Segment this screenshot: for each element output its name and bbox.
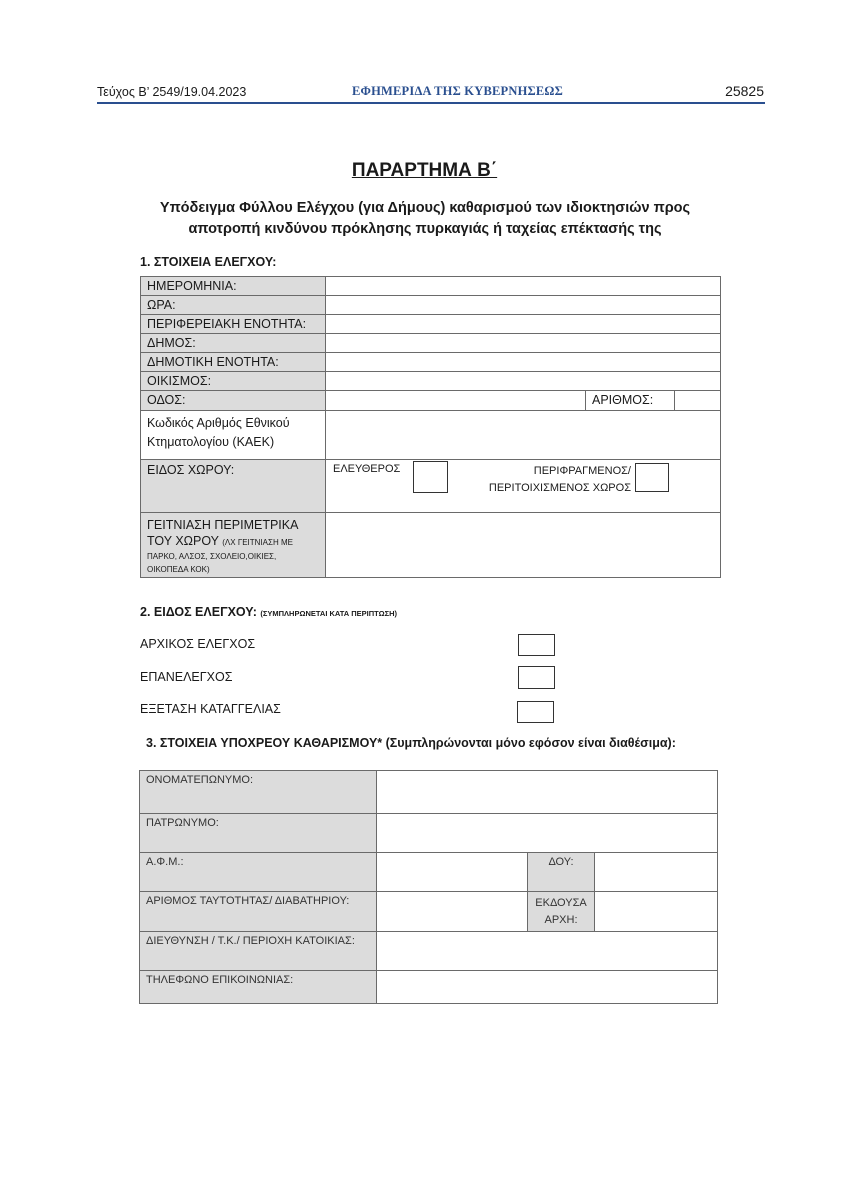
afm-field[interactable] (377, 853, 528, 892)
reinspection-label: ΕΠΑΝΕΛΕΓΧΟΣ (140, 670, 233, 684)
neighborhood-label (141, 513, 326, 578)
municipality-field[interactable] (326, 334, 721, 353)
fullname-field[interactable] (377, 771, 718, 814)
reinspection-checkbox[interactable] (518, 666, 555, 689)
initial-inspection-checkbox[interactable] (518, 634, 555, 656)
free-space-label: ΕΛΕΥΘΕΡΟΣ (333, 463, 401, 475)
complaint-review-label: ΕΞΕΤΑΣΗ ΚΑΤΑΓΓΕΛΙΑΣ (140, 702, 281, 716)
section-2-title: 2. ΕΙΔΟΣ ΕΛΕΓΧΟΥ: (140, 605, 257, 619)
id-number-field[interactable] (377, 892, 528, 932)
issue-reference: Τεύχος Β’ 2549/19.04.2023 (97, 85, 247, 99)
number-field[interactable] (675, 391, 721, 411)
address-label: ΔΙΕΥΘΥΝΣΗ / Τ.Κ./ ΠΕΡΙΟΧΗ ΚΑΤΟΙΚΙΑΣ: (140, 932, 377, 971)
neighborhood-note-a: (ΛΧ ΓΕΙΤΝΙΑΣΗ ΜΕ (222, 538, 293, 547)
doy-label: ΔΟΥ: (528, 853, 595, 892)
kaek-label-line-2: Κτηματολογίου (ΚΑΕΚ) (147, 435, 275, 449)
complaint-review-checkbox[interactable] (517, 701, 554, 723)
neighborhood-field[interactable] (326, 513, 721, 578)
page-number: 25825 (725, 83, 764, 99)
page-title: ΠΑΡΑΡΤΗΜΑ Β΄ (351, 160, 498, 181)
gazette-title: ΕΦΗΜΕΡΙΔΑ ΤΗΣ ΚΥΒΕΡΝΗΣΕΩΣ (352, 84, 563, 98)
section-3-heading: 3. ΣΤΟΙΧΕΙΑ ΥΠΟΧΡΕΟΥ ΚΑΘΑΡΙΣΜΟΥ* (Συμπληρώνονται μόνο εφόσον είναι διαθέσιμα): (146, 736, 676, 750)
afm-label: Α.Φ.Μ.: (140, 853, 377, 892)
inspection-details-table (140, 276, 721, 578)
neighborhood-line-2-text: ΤΟΥ ΧΩΡΟΥ (147, 534, 219, 548)
neighborhood-line-1: ΓΕΙΤΝΙΑΣΗ ΠΕΡΙΜΕΤΡΙΚΑ (147, 518, 299, 532)
issuing-authority-label (528, 892, 595, 932)
regional-unit-label: ΠΕΡΙΦΕΡΕΙΑΚΗ ΕΝΟΤΗΤΑ: (141, 315, 326, 334)
header-rule (97, 102, 765, 104)
issuing-authority-line-1: ΕΚΔΟΥΣΑ (535, 897, 587, 909)
fenced-label-line-1: ΠΕΡΙΦΡΑΓΜΕΝΟΣ/ (533, 465, 631, 477)
municipal-unit-field[interactable] (326, 353, 721, 372)
issuing-authority-field[interactable] (595, 892, 718, 932)
phone-field[interactable] (377, 971, 718, 1004)
id-number-label: ΑΡΙΘΜΟΣ ΤΑΥΤΟΤΗΤΑΣ/ ΔΙΑΒΑΤΗΡΙΟΥ: (140, 892, 377, 932)
neighborhood-note-c: ΟΙΚΟΠΕΔΑ ΚΟΚ) (147, 565, 210, 574)
page-subtitle (130, 198, 720, 240)
initial-inspection-label: ΑΡΧΙΚΟΣ ΕΛΕΓΧΟΣ (140, 637, 256, 651)
settlement-label: ΟΙΚΙΣΜΟΣ: (141, 372, 326, 391)
space-type-options (326, 460, 721, 513)
kaek-field[interactable] (326, 411, 721, 460)
section-2-heading (140, 605, 397, 619)
neighborhood-line-2 (147, 534, 319, 550)
fullname-label: ΟΝΟΜΑΤΕΠΩΝΥΜΟ: (140, 771, 377, 814)
owner-details-table (139, 770, 718, 1004)
father-name-label: ΠΑΤΡΩΝΥΜΟ: (140, 814, 377, 853)
settlement-field[interactable] (326, 372, 721, 391)
date-label: ΗΜΕΡΟΜΗΝΙΑ: (141, 277, 326, 296)
address-field[interactable] (377, 932, 718, 971)
number-label: ΑΡΙΘΜΟΣ: (586, 391, 675, 411)
regional-unit-field[interactable] (326, 315, 721, 334)
phone-label: ΤΗΛΕΦΩΝΟ ΕΠΙΚΟΙΝΩΝΙΑΣ: (140, 971, 377, 1004)
fenced-space-checkbox[interactable] (635, 463, 669, 492)
space-type-label: ΕΙΔΟΣ ΧΩΡΟΥ: (141, 460, 326, 513)
neighborhood-note-b: ΠΑΡΚΟ, ΑΛΣΟΣ, ΣΧΟΛΕΙΟ,ΟΙΚΙΕΣ, (147, 552, 277, 561)
fenced-space-label (466, 463, 631, 497)
municipal-unit-label: ΔΗΜΟΤΙΚΗ ΕΝΟΤΗΤΑ: (141, 353, 326, 372)
kaek-label (141, 411, 326, 460)
father-name-field[interactable] (377, 814, 718, 853)
section-1-heading: 1. ΣΤΟΙΧΕΙΑ ΕΛΕΓΧΟΥ: (140, 255, 277, 269)
time-label: ΩΡΑ: (141, 296, 326, 315)
street-label: ΟΔΟΣ: (141, 391, 326, 411)
date-field[interactable] (326, 277, 721, 296)
kaek-label-line-1: Κωδικός Αριθμός Εθνικού (147, 416, 290, 430)
municipality-label: ΔΗΜΟΣ: (141, 334, 326, 353)
doy-field[interactable] (595, 853, 718, 892)
time-field[interactable] (326, 296, 721, 315)
free-space-checkbox[interactable] (413, 461, 448, 493)
fenced-label-line-2: ΠΕΡΙΤΟΙΧΙΣΜΕΝΟΣ ΧΩΡΟΣ (488, 482, 631, 494)
subtitle-line-2: αποτροπή κινδύνου πρόκλησης πυρκαγιάς ή ταχείας επέκτασής της (188, 221, 662, 237)
issuing-authority-line-2: ΑΡΧΗ: (544, 914, 578, 926)
subtitle-line-1: Υπόδειγμα Φύλλου Ελέγχου (για Δήμους) καθαρισμού των ιδιοκτησιών προς (159, 200, 691, 216)
section-2-note: (ΣΥΜΠΛΗΡΩΝΕΤΑΙ ΚΑΤΑ ΠΕΡΙΠΤΩΣΗ) (260, 609, 398, 618)
street-field[interactable] (326, 391, 586, 411)
